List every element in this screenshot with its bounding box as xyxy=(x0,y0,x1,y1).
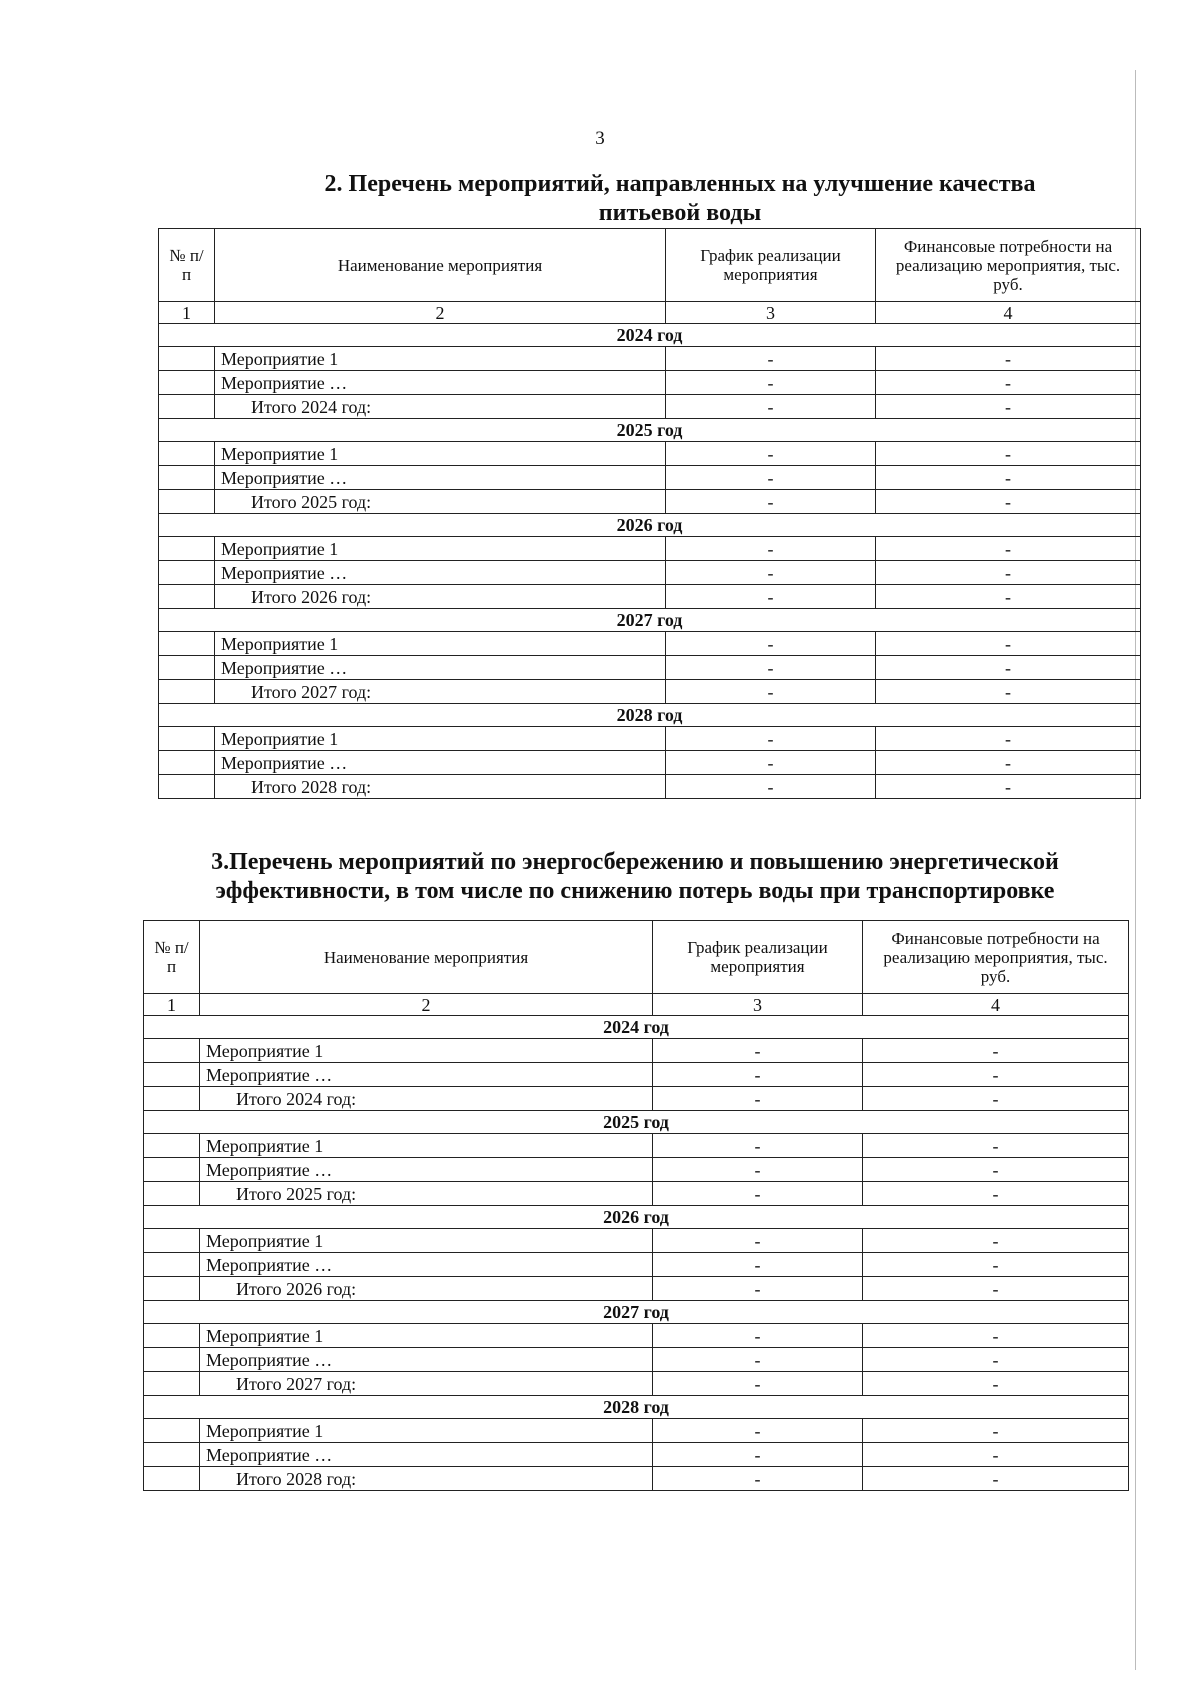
row-finance: - xyxy=(863,1158,1129,1182)
row-schedule: - xyxy=(653,1348,863,1372)
row-finance: - xyxy=(876,371,1141,395)
year-row xyxy=(144,1111,1129,1134)
row-finance: - xyxy=(876,561,1141,585)
row-schedule: - xyxy=(653,1134,863,1158)
table-row xyxy=(144,1229,1129,1253)
row-schedule: - xyxy=(653,1229,863,1253)
table-row xyxy=(144,1419,1129,1443)
header-schedule: График реализации мероприятия xyxy=(666,229,876,302)
row-schedule: - xyxy=(666,442,876,466)
row-name: Мероприятие … xyxy=(215,751,666,775)
header-row xyxy=(159,229,1141,302)
row-name: Мероприятие 1 xyxy=(200,1419,653,1443)
year-label: 2026 год xyxy=(159,514,1141,537)
total-row xyxy=(159,585,1141,609)
row-num xyxy=(144,1277,200,1301)
row-name: Мероприятие … xyxy=(215,466,666,490)
year-label: 2027 год xyxy=(159,609,1141,632)
row-schedule: - xyxy=(666,537,876,561)
row-finance: - xyxy=(863,1134,1129,1158)
row-schedule: - xyxy=(653,1039,863,1063)
table-row xyxy=(159,656,1141,680)
row-schedule: - xyxy=(666,347,876,371)
row-finance: - xyxy=(876,537,1141,561)
row-finance: - xyxy=(876,680,1141,704)
row-num xyxy=(144,1467,200,1491)
row-num xyxy=(159,585,215,609)
row-finance: - xyxy=(863,1372,1129,1396)
row-num xyxy=(159,775,215,799)
row-finance: - xyxy=(876,442,1141,466)
row-finance: - xyxy=(863,1324,1129,1348)
row-name: Мероприятие 1 xyxy=(200,1229,653,1253)
row-finance: - xyxy=(876,656,1141,680)
row-name: Мероприятие 1 xyxy=(215,442,666,466)
table-row xyxy=(144,1039,1129,1063)
row-name: Мероприятие … xyxy=(215,371,666,395)
total-row xyxy=(159,395,1141,419)
row-schedule: - xyxy=(666,561,876,585)
year-row xyxy=(159,324,1141,347)
row-schedule: - xyxy=(653,1277,863,1301)
row-name: Мероприятие 1 xyxy=(215,632,666,656)
row-name: Мероприятие 1 xyxy=(200,1134,653,1158)
row-num xyxy=(159,371,215,395)
row-num xyxy=(144,1372,200,1396)
row-num xyxy=(159,537,215,561)
year-label: 2027 год xyxy=(144,1301,1129,1324)
row-schedule: - xyxy=(666,727,876,751)
row-schedule: - xyxy=(666,466,876,490)
table-row xyxy=(144,1348,1129,1372)
row-schedule: - xyxy=(666,775,876,799)
row-name: Итого 2028 год: xyxy=(215,775,666,799)
table-row xyxy=(144,1443,1129,1467)
row-name: Итого 2024 год: xyxy=(200,1087,653,1111)
row-finance: - xyxy=(863,1182,1129,1206)
table-row xyxy=(159,442,1141,466)
table-row xyxy=(144,1324,1129,1348)
total-row xyxy=(144,1087,1129,1111)
table-row xyxy=(144,1253,1129,1277)
row-name: Мероприятие … xyxy=(200,1443,653,1467)
row-name: Мероприятие … xyxy=(200,1063,653,1087)
row-finance: - xyxy=(863,1063,1129,1087)
row-num xyxy=(144,1134,200,1158)
row-schedule: - xyxy=(666,371,876,395)
column-number: 2 xyxy=(215,302,666,324)
row-schedule: - xyxy=(653,1253,863,1277)
column-number: 3 xyxy=(666,302,876,324)
total-row xyxy=(144,1277,1129,1301)
row-num xyxy=(144,1158,200,1182)
row-num xyxy=(144,1039,200,1063)
table-row xyxy=(159,561,1141,585)
row-num xyxy=(144,1348,200,1372)
row-name: Итого 2025 год: xyxy=(200,1182,653,1206)
section3-title-line1: 3.Перечень мероприятий по энергосбережению и повышению энергетической xyxy=(211,849,1059,875)
total-row xyxy=(159,680,1141,704)
column-number: 1 xyxy=(159,302,215,324)
row-finance: - xyxy=(876,466,1141,490)
total-row xyxy=(144,1467,1129,1491)
row-name: Мероприятие … xyxy=(215,561,666,585)
year-row xyxy=(159,514,1141,537)
total-row xyxy=(159,490,1141,514)
row-name: Итого 2027 год: xyxy=(215,680,666,704)
row-schedule: - xyxy=(666,490,876,514)
row-name: Мероприятие … xyxy=(200,1253,653,1277)
header-row xyxy=(144,921,1129,994)
row-num xyxy=(159,632,215,656)
row-schedule: - xyxy=(666,395,876,419)
year-row xyxy=(144,1396,1129,1419)
row-num xyxy=(144,1253,200,1277)
year-label: 2028 год xyxy=(144,1396,1129,1419)
row-num xyxy=(144,1229,200,1253)
row-schedule: - xyxy=(653,1324,863,1348)
row-schedule: - xyxy=(653,1443,863,1467)
row-finance: - xyxy=(863,1087,1129,1111)
row-num xyxy=(144,1063,200,1087)
row-num xyxy=(144,1324,200,1348)
row-schedule: - xyxy=(653,1087,863,1111)
year-row xyxy=(144,1301,1129,1324)
row-num xyxy=(159,656,215,680)
row-name: Итого 2026 год: xyxy=(215,585,666,609)
row-schedule: - xyxy=(666,751,876,775)
section2-title xyxy=(270,170,1090,228)
row-name: Мероприятие … xyxy=(215,656,666,680)
table-row xyxy=(159,371,1141,395)
table-row xyxy=(159,727,1141,751)
row-name: Мероприятие 1 xyxy=(200,1324,653,1348)
column-number-row xyxy=(144,994,1129,1016)
section2-title-line2: питьевой воды xyxy=(598,200,762,226)
page-number: 3 xyxy=(595,128,605,149)
table-row xyxy=(159,632,1141,656)
row-num xyxy=(159,347,215,371)
row-finance: - xyxy=(863,1443,1129,1467)
year-label: 2026 год xyxy=(144,1206,1129,1229)
row-finance: - xyxy=(876,347,1141,371)
row-finance: - xyxy=(863,1229,1129,1253)
row-finance: - xyxy=(876,751,1141,775)
row-finance: - xyxy=(863,1039,1129,1063)
table-row xyxy=(144,1158,1129,1182)
row-name: Мероприятие 1 xyxy=(215,727,666,751)
column-number-row xyxy=(159,302,1141,324)
row-name: Итого 2025 год: xyxy=(215,490,666,514)
row-name: Итого 2028 год: xyxy=(200,1467,653,1491)
row-finance: - xyxy=(876,727,1141,751)
row-num xyxy=(144,1182,200,1206)
row-finance: - xyxy=(863,1348,1129,1372)
year-row xyxy=(159,704,1141,727)
row-name: Итого 2027 год: xyxy=(200,1372,653,1396)
section3-title-line2: эффективности, в том числе по снижению потерь воды при транспортировке xyxy=(215,878,1055,904)
header-name: Наименование мероприятия xyxy=(215,229,666,302)
row-num xyxy=(159,466,215,490)
total-row xyxy=(144,1182,1129,1206)
year-label: 2025 год xyxy=(144,1111,1129,1134)
table-row xyxy=(159,751,1141,775)
row-name: Мероприятие 1 xyxy=(215,347,666,371)
row-name: Мероприятие 1 xyxy=(215,537,666,561)
year-row xyxy=(159,419,1141,442)
year-row xyxy=(144,1016,1129,1039)
total-row xyxy=(159,775,1141,799)
header-finance: Финансовые потребности на реализацию мероприятия, тыс. руб. xyxy=(863,921,1129,994)
year-row xyxy=(144,1206,1129,1229)
row-schedule: - xyxy=(653,1419,863,1443)
row-num xyxy=(144,1443,200,1467)
row-finance: - xyxy=(876,395,1141,419)
row-num xyxy=(159,490,215,514)
header-num: № п/п xyxy=(159,229,215,302)
row-schedule: - xyxy=(666,680,876,704)
table-row xyxy=(144,1063,1129,1087)
header-num: № п/п xyxy=(144,921,200,994)
column-number: 1 xyxy=(144,994,200,1016)
row-schedule: - xyxy=(653,1372,863,1396)
table-row xyxy=(159,466,1141,490)
row-num xyxy=(159,561,215,585)
section3-title xyxy=(150,848,1120,906)
row-num xyxy=(159,395,215,419)
row-schedule: - xyxy=(653,1467,863,1491)
row-num xyxy=(159,680,215,704)
header-schedule: График реализации мероприятия xyxy=(653,921,863,994)
row-finance: - xyxy=(863,1419,1129,1443)
row-finance: - xyxy=(876,632,1141,656)
year-label: 2024 год xyxy=(144,1016,1129,1039)
row-schedule: - xyxy=(666,632,876,656)
column-number: 4 xyxy=(863,994,1129,1016)
year-label: 2025 год xyxy=(159,419,1141,442)
section2-table xyxy=(158,228,1141,799)
section2-title-line1: 2. Перечень мероприятий, направленных на улучшение качества xyxy=(324,171,1036,197)
row-name: Мероприятие 1 xyxy=(200,1039,653,1063)
table-row xyxy=(159,347,1141,371)
row-num xyxy=(144,1419,200,1443)
row-finance: - xyxy=(876,775,1141,799)
row-name: Итого 2026 год: xyxy=(200,1277,653,1301)
row-schedule: - xyxy=(653,1182,863,1206)
row-name: Мероприятие … xyxy=(200,1348,653,1372)
row-num xyxy=(144,1087,200,1111)
section3-table xyxy=(143,920,1129,1491)
row-finance: - xyxy=(876,585,1141,609)
header-finance: Финансовые потребности на реализацию мероприятия, тыс. руб. xyxy=(876,229,1141,302)
table-row xyxy=(144,1134,1129,1158)
header-name: Наименование мероприятия xyxy=(200,921,653,994)
row-finance: - xyxy=(863,1467,1129,1491)
row-finance: - xyxy=(863,1253,1129,1277)
row-num xyxy=(159,727,215,751)
row-name: Итого 2024 год: xyxy=(215,395,666,419)
year-row xyxy=(159,609,1141,632)
column-number: 3 xyxy=(653,994,863,1016)
row-schedule: - xyxy=(653,1063,863,1087)
row-name: Мероприятие … xyxy=(200,1158,653,1182)
row-schedule: - xyxy=(666,585,876,609)
year-label: 2024 год xyxy=(159,324,1141,347)
row-num xyxy=(159,751,215,775)
row-finance: - xyxy=(876,490,1141,514)
row-finance: - xyxy=(863,1277,1129,1301)
column-number: 2 xyxy=(200,994,653,1016)
row-num xyxy=(159,442,215,466)
row-schedule: - xyxy=(653,1158,863,1182)
row-schedule: - xyxy=(666,656,876,680)
column-number: 4 xyxy=(876,302,1141,324)
year-label: 2028 год xyxy=(159,704,1141,727)
total-row xyxy=(144,1372,1129,1396)
table-row xyxy=(159,537,1141,561)
